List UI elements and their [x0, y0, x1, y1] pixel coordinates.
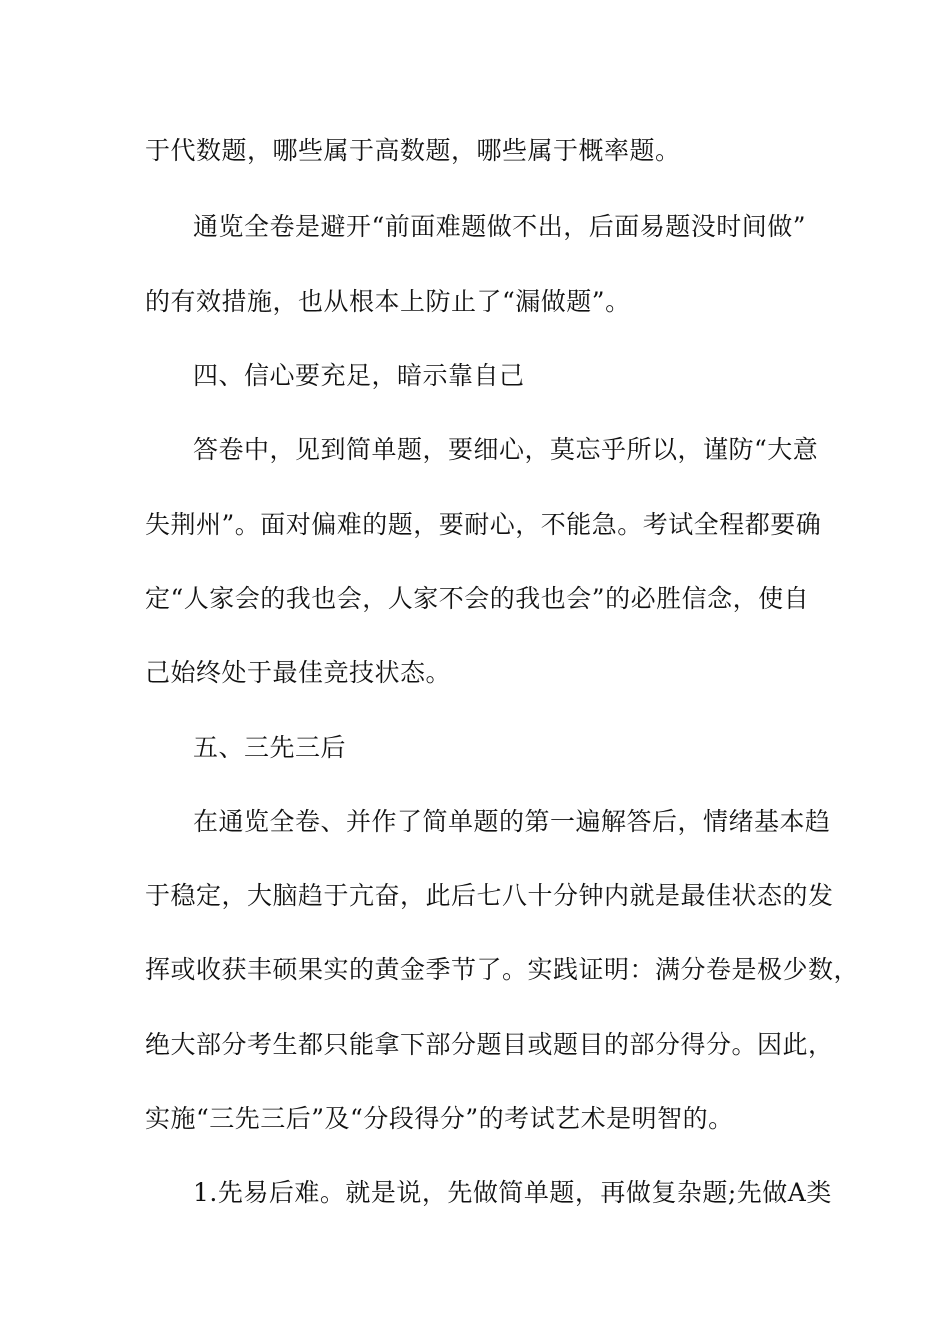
paragraph-line: 于代数题，哪些属于高数题，哪些属于概率题。 [145, 136, 681, 165]
paragraph-line: 实施“三先三后”及“分段得分”的考试艺术是明智的。 [145, 1104, 734, 1133]
paragraph-line: 于稳定，大脑趋于亢奋，此后七八十分钟内就是最佳状态的发 [145, 881, 834, 910]
paragraph-line: 的有效措施，也从根本上防止了“漏做题”。 [145, 287, 631, 316]
paragraph-line: 绝大部分考生都只能拿下部分题目或题目的部分得分。因此， [145, 1030, 834, 1059]
paragraph-line: 通览全卷是避开“前面难题做不出，后面易题没时间做” [193, 212, 807, 241]
paragraph-line: 定“人家会的我也会，人家不会的我也会”的必胜信念，使自 [145, 584, 810, 613]
section-heading: 五、三先三后 [193, 733, 347, 762]
paragraph-line: 己始终处于最佳竞技状态。 [145, 658, 452, 687]
paragraph-line: 在通览全卷、并作了简单题的第一遍解答后，情绪基本趋 [193, 807, 831, 836]
paragraph-line: 答卷中，见到简单题，要细心，莫忘乎所以，谨防“大意 [193, 435, 819, 464]
section-heading: 四、信心要充足，暗示靠自己 [193, 361, 525, 390]
paragraph-line: 失荆州”。面对偏难的题，要耐心，不能急。考试全程都要确 [145, 510, 822, 539]
paragraph-line: 挥或收获丰硕果实的黄金季节了。实践证明：满分卷是极少数， [145, 955, 860, 984]
list-item: 1.先易后难。就是说，先做简单题，再做复杂题;先做A类 [193, 1178, 832, 1207]
